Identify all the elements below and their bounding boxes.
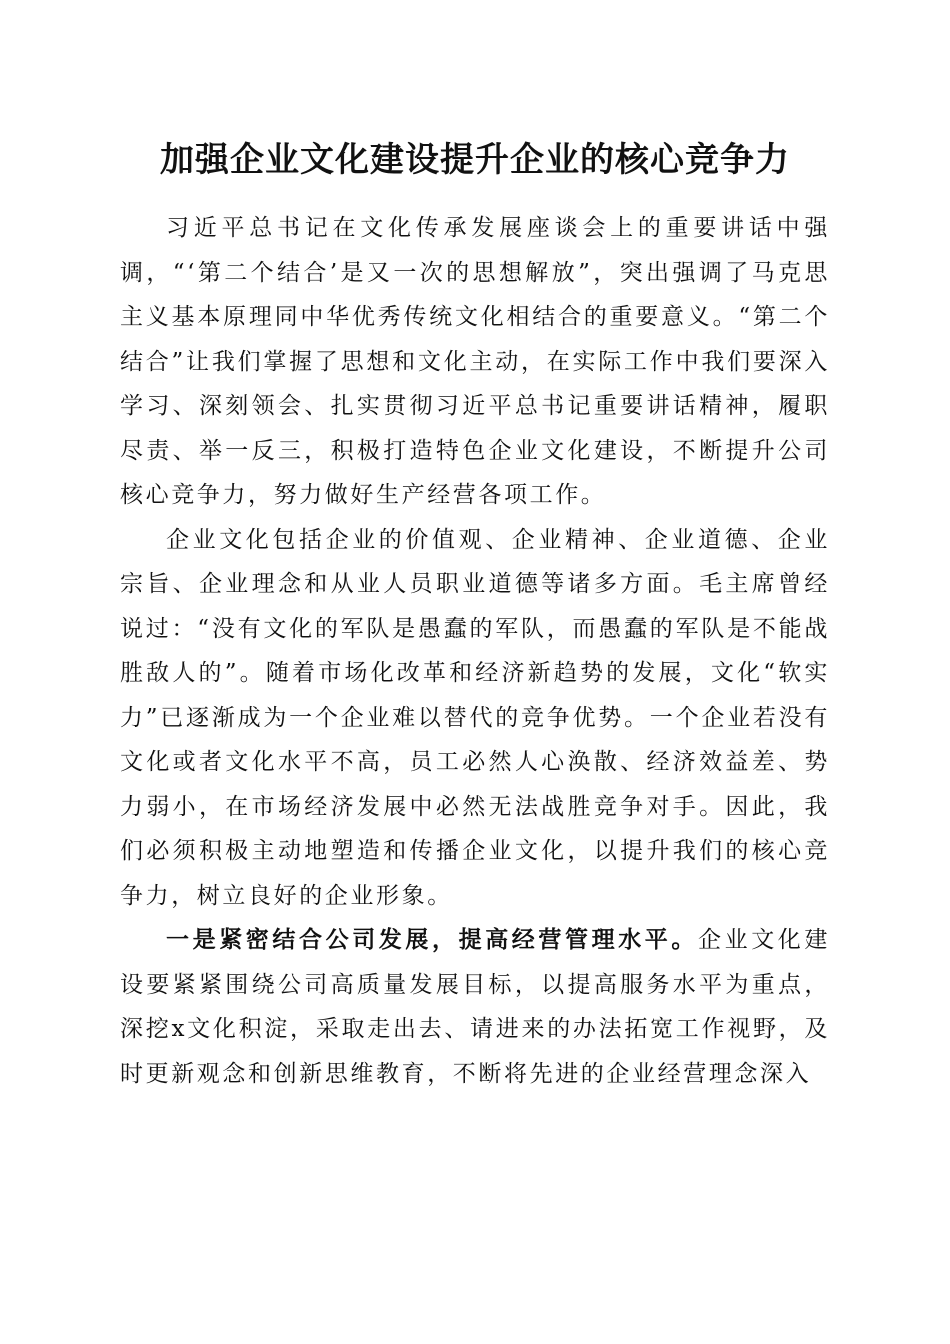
paragraph-2-text: 企业文化包括企业的价值观、企业精神、企业道德、企业宗旨、企业理念和从业人员职业道德等诸多方面。毛主席曾经说过：“没有文化的军队是愚蠢的军队，而愚蠢的军队是不能战胜敌人的”。随着市场化改革和经济新趋势的发展，文化“软实力”已逐渐成为一个企业难以替代的竞争优势。一个企业若没有文化或者文化水平不高，员工必然人心涣散、经济效益差、势力弱小，在市场经济发展中必然无法战胜竞争对手。因此，我们必须积极主动地塑造和传播企业文化，以提升我们的核心竞争力，树立良好的企业形象。 [120, 526, 830, 909]
paragraph-2 [120, 518, 830, 919]
paragraph-1 [120, 206, 830, 518]
paragraph-3-lead: 一是紧密结合公司发展，提高经营管理水平。 [166, 926, 698, 953]
document-body [120, 206, 830, 1096]
paragraph-3-text: 企业文化建设要紧紧围绕公司高质量发展目标，以提高服务水平为重点，深挖x文化积淀，采取走出去、请进来的办法拓宽工作视野，及时更新观念和创新思维教育，不断将先进的企业经营理念深入 [120, 927, 830, 1087]
document-title: 加强企业文化建设提升企业的核心竞争力 [160, 140, 790, 180]
paragraph-3 [120, 918, 830, 1096]
paragraph-1-text: 习近平总书记在文化传承发展座谈会上的重要讲话中强调，“‘第二个结合’是又一次的思想解放”，突出强调了马克思主义基本原理同中华优秀传统文化相结合的重要意义。“第二个结合”让我们掌握了思想和文化主动，在实际工作中我们要深入学习、深刻领会、扎实贯彻习近平总书记重要讲话精神，履职尽责、举一反三，积极打造特色企业文化建设，不断提升公司核心竞争力，努力做好生产经营各项工作。 [120, 215, 830, 508]
